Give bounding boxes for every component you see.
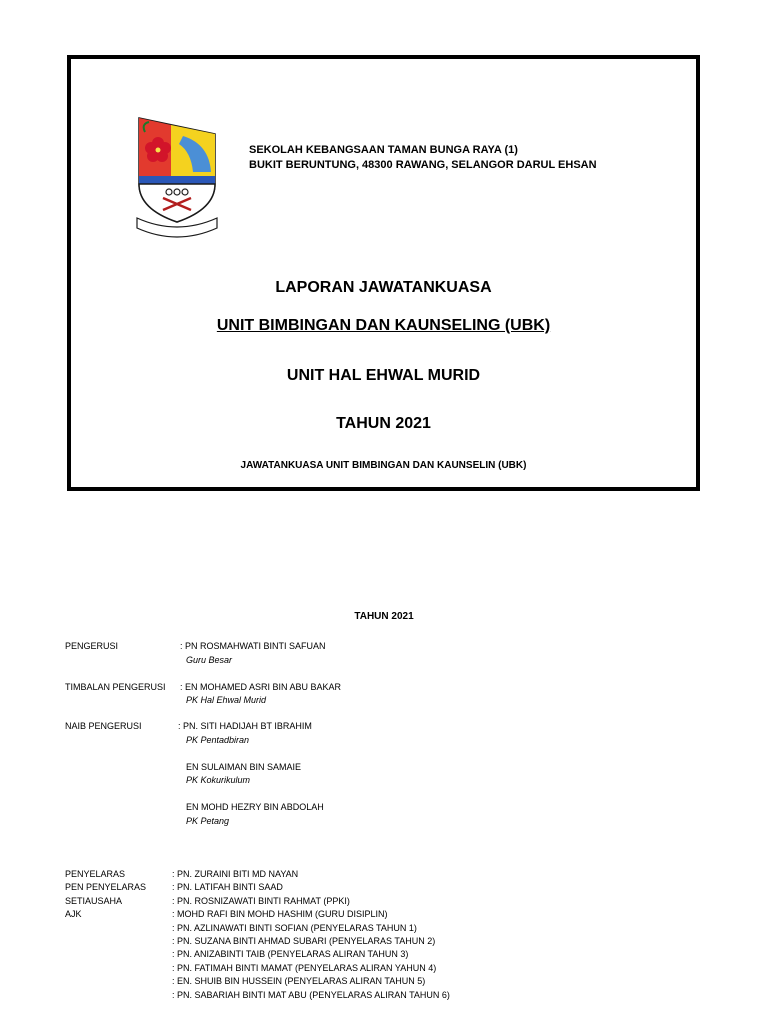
pengerusi-label: PENGERUSI bbox=[65, 641, 119, 651]
cover-box bbox=[67, 55, 700, 491]
ajk-value: : PN. SUZANA BINTI AHMAD SUBARI (PENYELARAS TAHUN 2) bbox=[172, 935, 436, 946]
school-name: SEKOLAH KEBANGSAAN TAMAN BUNGA RAYA (1) bbox=[249, 144, 518, 156]
school-crest-logo bbox=[131, 114, 223, 244]
ajk-label: PEN PENYELARAS bbox=[65, 882, 147, 893]
ajk-label: SETIAUSAHA bbox=[65, 895, 123, 906]
ajk-label: AJK bbox=[65, 909, 82, 920]
year-heading: TAHUN 2021 bbox=[354, 611, 414, 622]
naib3-role: PK Petang bbox=[186, 816, 230, 826]
division-title: UNIT HAL EHWAL MURID bbox=[286, 367, 481, 384]
naib1-name: : PN. SITI HADIJAH BT IBRAHIM bbox=[178, 721, 312, 731]
naib2-role: PK Kokurikulum bbox=[186, 775, 251, 785]
pengerusi-role: Guru Besar bbox=[186, 655, 233, 665]
ajk-value: : MOHD RAFI BIN MOHD HASHIM (GURU DISIPLIN) bbox=[172, 909, 388, 920]
ajk-label: PENYELARAS bbox=[65, 869, 126, 879]
year-title: TAHUN 2021 bbox=[336, 415, 431, 432]
naib1-role: PK Pentadbiran bbox=[186, 735, 250, 745]
ajk-value: : PN. AZLINAWATI BINTI SOFIAN (PENYELARAS TAHUN 1) bbox=[172, 922, 417, 933]
ajk-value: : EN. SHUIB BIN HUSSEIN (PENYELARAS ALIRAN TAHUN 5) bbox=[172, 976, 426, 987]
pengerusi-name: : PN ROSMAHWATI BINTI SAFUAN bbox=[180, 641, 326, 651]
ajk-value: : PN. LATIFAH BINTI SAAD bbox=[172, 882, 283, 893]
timbalan-role: PK Hal Ehwal Murid bbox=[186, 695, 267, 705]
school-header bbox=[249, 143, 597, 173]
ajk-value: : PN. ROSNIZAWATI BINTI RAHMAT (PPKI) bbox=[172, 895, 350, 906]
ajk-value: : PN. SABARIAH BINTI MAT ABU (PENYELARAS ALIRAN TAHUN 6) bbox=[172, 989, 450, 1000]
naib3-name: EN MOHD HEZRY BIN ABDOLAH bbox=[186, 802, 324, 812]
naib2-name: EN SULAIMAN BIN SAMAIE bbox=[186, 762, 302, 772]
ajk-value: : PN. FATIMAH BINTI MAMAT (PENYELARAS ALIRAN YAHUN 4) bbox=[172, 962, 437, 973]
unit-title: UNIT BIMBINGAN DAN KAUNSELING (UBK) bbox=[216, 317, 551, 334]
timbalan-name: : EN MOHAMED ASRI BIN ABU BAKAR bbox=[180, 682, 342, 692]
committee-subtitle: JAWATANKUASA UNIT BIMBINGAN DAN KAUNSELIN (UBK) bbox=[240, 460, 527, 471]
naib-label: NAIB PENGERUSI bbox=[65, 721, 142, 731]
ajk-value: : PN. ZURAINI BITI MD NAYAN bbox=[172, 869, 299, 879]
school-address: BUKIT BERUNTUNG, 48300 RAWANG, SELANGOR DARUL EHSAN bbox=[249, 159, 597, 171]
ajk-value: : PN. ANIZABINTI TAIB (PENYELARAS ALIRAN TAHUN 3) bbox=[172, 949, 409, 960]
timbalan-label: TIMBALAN PENGERUSI bbox=[65, 682, 166, 692]
report-title: LAPORAN JAWATANKUASA bbox=[275, 279, 492, 296]
